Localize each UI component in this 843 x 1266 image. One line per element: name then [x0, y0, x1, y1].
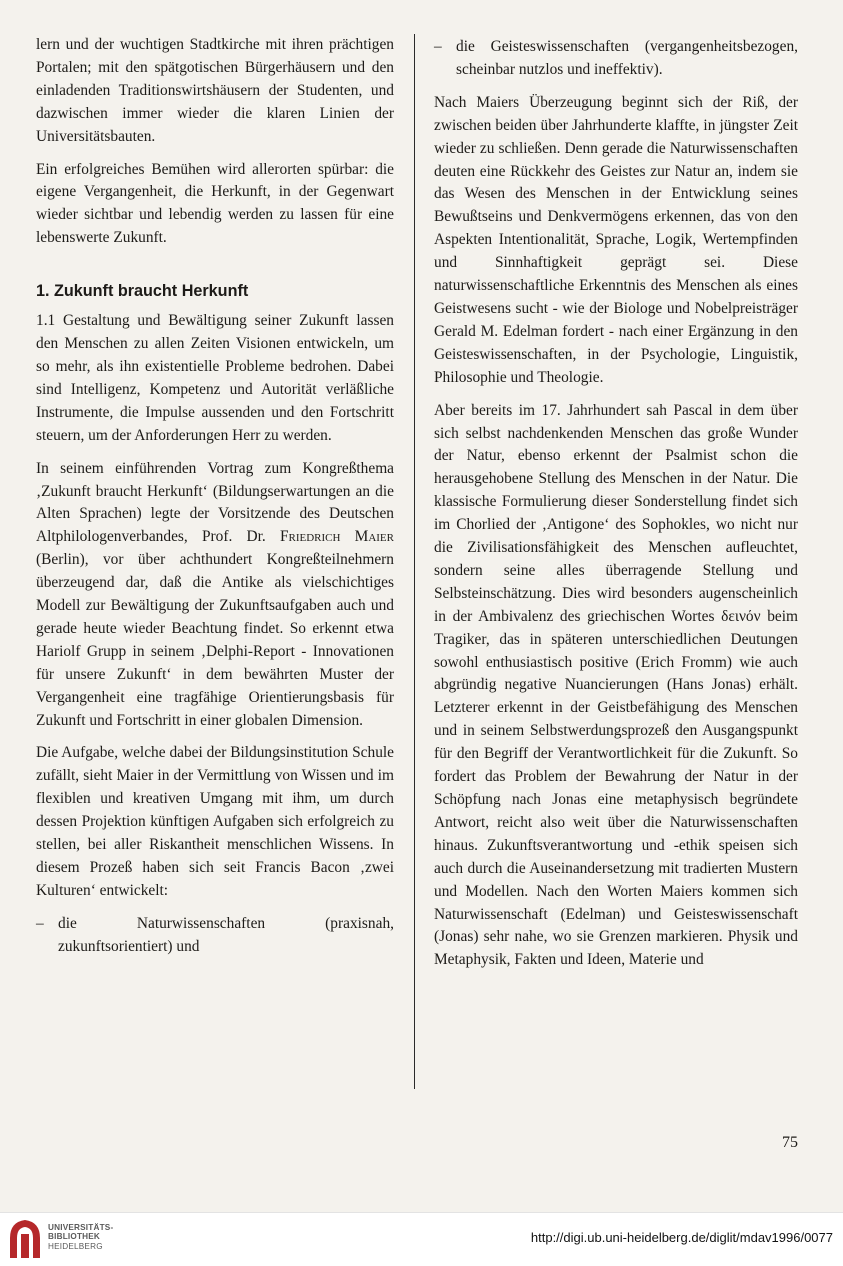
page-number: 75: [782, 1134, 798, 1151]
paragraph: Die Aufgabe, welche dabei der Bildungsinstitution Schule zufällt, sieht Maier in der Vermittlung von Wissen und im flexiblen und kreativen Umgang mit ihm, um durch dessen Projektion künftigen Aufgaben sich erfolgreich zu stellen, bei aller Riskantheit menschlichen Wissens. In diesem Prozeß haben sich seit Francis Bacon ‚zwei Kulturen‘ entwickelt:: [36, 744, 394, 899]
library-logo-icon[interactable]: [8, 1216, 42, 1260]
logo-line: HEIDELBERG: [48, 1241, 103, 1251]
author-name: Friedrich Maier: [279, 528, 394, 546]
paragraph: lern und der wuchtigen Stadtkirche mit ihren prächtigen Portalen; mit den spätgotischen Bürgerhäusern und den einladenden Traditionswirtshäusern der Studenten, und dazwischen immer wieder die klaren Linien der Universitätsbauten.: [36, 36, 394, 145]
paragraph: [36, 458, 394, 733]
text-run: (Berlin), vor über achthundert Kongreßteilnehmern überzeugend dar, daß die Antike als vielschichtiges Modell zur Bewältigung der Zukunftsaufgaben auch und gerade heute wieder Beachtung findet. So erkennt etwa Hariolf Grupp in seinem ‚Delphi-Report - Innovationen für unsere Zukunft‘ in dem bewährten Muster der Vergangenheit eine tragfähige Orientierungsbasis für Zukunft und Fortschritt in einer globalen Dimension.: [36, 551, 394, 729]
list-item: [434, 36, 798, 82]
column-divider: [414, 34, 415, 1089]
source-url-link[interactable]: http://digi.ub.uni-heidelberg.de/diglit/mdav1996/0077: [530, 1230, 833, 1245]
logo-line: BIBLIOTHEK: [48, 1232, 101, 1242]
list-item-text: die Geisteswissenschaften (vergangenheitsbezogen, scheinbar nutzlos und ineffektiv).: [456, 38, 798, 78]
dash-marker: –: [36, 914, 44, 932]
paragraph: 1.1 Gestaltung und Bewältigung seiner Zukunft lassen den Menschen zu allen Zeiten Visionen entwickeln, um so mehr, als ihn existentielle Probleme bedrohen. Dabei sind Intelligenz, Kompetenz und Autorität verläßliche Instrumente, die Impulse aussenden und den Fortschritt steuern, um der Anforderungen Herr zu werden.: [36, 312, 394, 444]
paragraph: Aber bereits im 17. Jahrhundert sah Pascal in dem über sich selbst nachdenkenden Menschen das große Wunder der Natur, ebenso erkennt der Psalmist schon die herausgehobene Stellung des Menschen in der Natur. Die klassische Formulierung dieser Sonderstellung findet sich im Chorlied der ‚Antigone‘ des Sophokles, wo nicht nur die Zivilisationsfähigkeit des Menschen aufleuchtet, sondern seine alles überragende Stellung und Selbsteinschätzung. Dies wird besonders augenscheinlich in der Ambivalenz des griechischen Wortes δεινόν beim Tragiker, das in späteren unterschiedlichen Deutungen sowohl enthusiastisch positive (Erich Fromm) wie auch abgründig negative Nuancierungen (Hans Jonas) erhält. Letzterer erkennt in der Geistbefähigung des Menschen und in seinem Selbstwerdungsprozeß den Ausgangspunkt für den Begriff der Verantwortlichkeit für die Zukunft. So fordert das Problem der Bewahrung der Natur in der Schöpfung nach Jonas eine metaphysisch begründete Antwort, reicht also weit über die Naturwissenschaften hinaus. Zukunftsverantwortung und -ethik speisen sich auch durch die Auseinandersetzung mit tradierten Mustern und Modellen. Nach den Worten Maiers kommen sich Naturwissenschaft (Edelman) und Geisteswissenschaft (Jonas) sehr nahe, wo sie Grenzen markieren. Physik und Metaphysik, Fakten und Ideen, Materie und: [434, 401, 798, 969]
library-logo-text[interactable]: [48, 1223, 113, 1251]
paragraph: Nach Maiers Überzeugung beginnt sich der Riß, der zwischen beiden über Jahrhunderte klaffte, in jüngster Zeit wieder zu schließen. Denn gerade die Naturwissenschaften deuten eine Rückkehr des Geistes zur Natur an, indem sie das Wesen des Menschen in der Entwicklung seines Bewußtseins und Denkvermögens erkennen, das von den Aspekten Intentionalität, Sprache, Logik, Wertempfinden und Sinnhaftigkeit geprägt sei. Diese naturwissenschaftliche Erkenntnis des Menschen als eines Geistwesens sucht - wie der Biologe und Nobelpreisträger Gerald M. Edelman fordert - nach einer Ergänzung in den Geisteswissenschaften, in der Psychologie, Linguistik, Philosophie und Theologie.: [434, 93, 798, 386]
viewer-footer: [0, 1212, 843, 1266]
text-run: In seinem einführenden Vortrag zum Kongreßthema ‚Zukunft braucht Herkunft‘ (Bildungserwartungen an die Alten Sprachen) legte der Vorsitzende des Deutschen Altphilologenverbandes, Prof. Dr.: [36, 459, 394, 546]
list-item-text: die Naturwissenschaften (praxisnah, zukunftsorientiert) und: [58, 914, 394, 955]
right-column: [434, 36, 798, 982]
logo-line: UNIVERSITÄTS-: [48, 1223, 114, 1232]
list-item: [36, 913, 394, 959]
left-column: [36, 34, 394, 969]
paragraph: Ein erfolgreiches Bemühen wird allerorten spürbar: die eigene Vergangenheit, die Herkunft, in der Gegenwart wieder sichtbar und lebendig werden zu lassen für eine lebenswerte Zukunft.: [36, 160, 394, 247]
dash-marker: –: [434, 38, 442, 55]
section-heading: 1. Zukunft braucht Herkunft: [36, 282, 249, 301]
